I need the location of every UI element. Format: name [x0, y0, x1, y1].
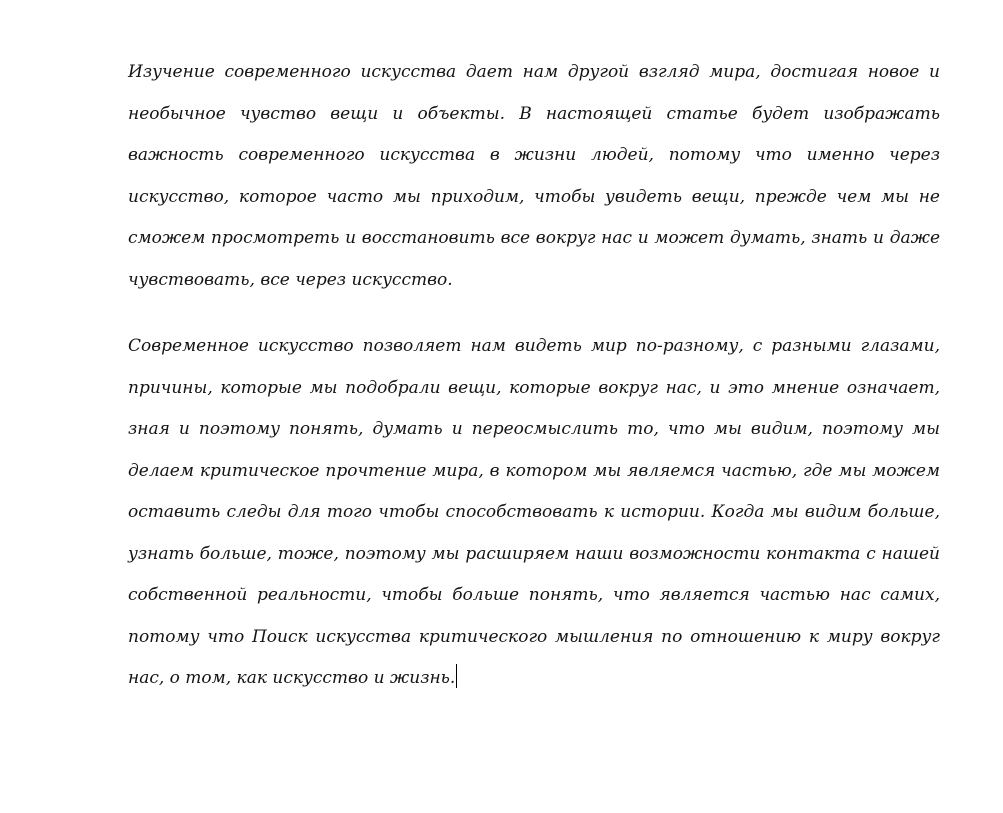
paragraph-1[interactable]: Изучение современного искусства дает нам другой взгляд мира, достигая новое и необычное чувство вещи и объекты. В настоящей статье будет изображать важность современного искусства в жизни людей, потому что именно через искусство, которое часто мы приходим, чтобы увидеть вещи, прежде чем мы не сможем просмотреть и восстановить все вокруг нас и может думать, знать и даже чувствовать, все через искусство.	[128, 62, 940, 290]
document-text-area[interactable]	[128, 52, 940, 700]
paragraph-2-text[interactable]: Современное искусство позволяет нам видеть мир по-разному, с разными глазами, причины, которые мы подобрали вещи, которые вокруг нас, и это мнение означает, зная и поэтому понять, думать и переосмыслить то, что мы видим, поэтому мы делаем критическое прочтение мира, в котором мы являемся частью, где мы можем оставить следы для того чтобы способствовать к истории. Когда мы видим больше, узнать больше, тоже, поэтому мы расширяем наши возможности контакта с нашей собственной реальности, чтобы больше понять, что является частью нас самих, потому что Поиск искусства критического мышления по отношению к миру вокруг нас, о том, как искусство и жизнь.	[128, 336, 940, 688]
text-cursor	[456, 664, 457, 688]
paragraph-2[interactable]	[128, 326, 940, 700]
